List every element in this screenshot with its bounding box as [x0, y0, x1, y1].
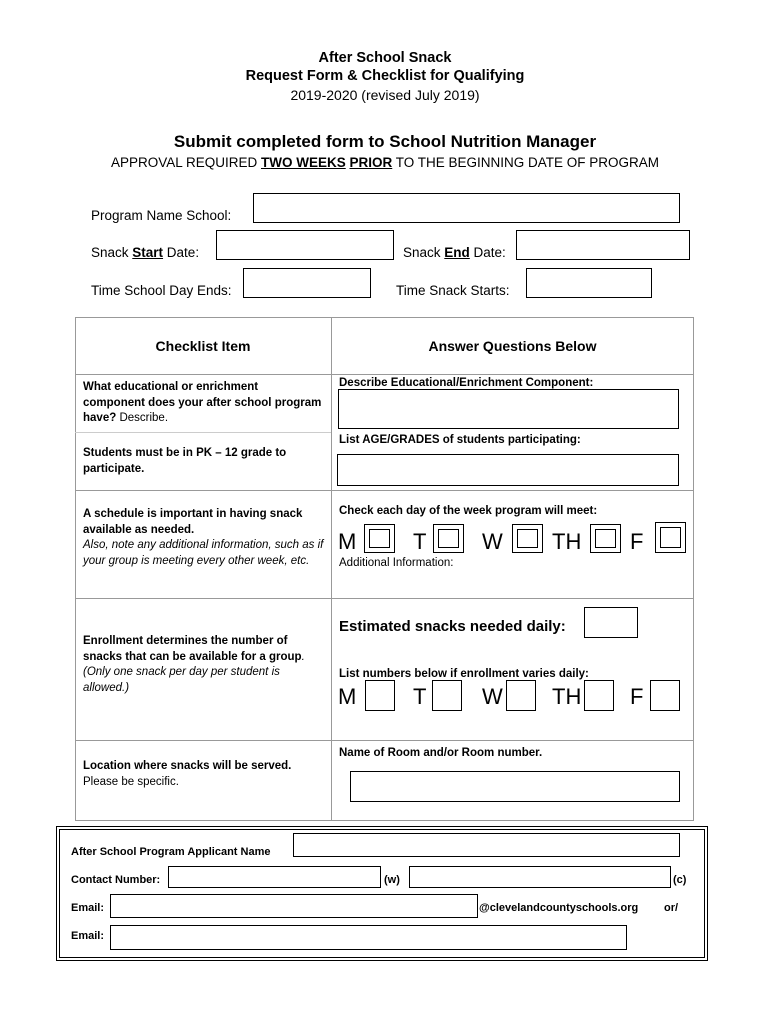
row4-question: Enrollment determines the number of snacks that can be available for a group. (Only one snack per day per student is allowed.) — [83, 635, 305, 694]
form-subtitle: Request Form & Checklist for Qualifying — [245, 68, 525, 84]
day-label-m: M — [338, 529, 357, 554]
program-name-label: Program Name School: — [91, 208, 232, 223]
work-phone-field[interactable] — [168, 866, 381, 888]
two-weeks-text: TWO WEEKS — [260, 155, 346, 170]
email-label: Email: — [71, 902, 105, 914]
enroll-friday-field[interactable] — [650, 680, 680, 711]
checkbox-friday[interactable] — [655, 522, 686, 553]
enroll-label-t: T — [413, 684, 427, 709]
row1-answer-label: Describe Educational/Enrichment Component: — [339, 377, 594, 389]
enrichment-component-field[interactable] — [338, 389, 679, 429]
enrollment-varies-label: List numbers below if enrollment varies daily: — [339, 668, 589, 680]
row1-question: What educational or enrichment component does your after school program have? Describe. — [83, 381, 322, 424]
row2-answer-label: List AGE/GRADES of students participating: — [339, 434, 581, 446]
alternate-email-field[interactable] — [110, 925, 627, 950]
program-name-field[interactable] — [253, 193, 680, 223]
applicant-name-field[interactable] — [293, 833, 680, 857]
time-snack-starts-label: Time Snack Starts: — [396, 283, 510, 298]
row5-question: Location where snacks will be served. Please be specific. — [83, 760, 292, 788]
day-label-th: TH — [552, 529, 582, 554]
time-day-ends-label: Time School Day Ends: — [91, 283, 232, 298]
contact-number-label: Contact Number: — [71, 874, 161, 886]
estimated-snacks-field[interactable] — [584, 607, 638, 638]
row3-answer-label: Check each day of the week program will meet: — [339, 505, 598, 517]
time-day-ends-field[interactable] — [243, 268, 371, 298]
enroll-label-f: F — [630, 684, 644, 709]
answer-header: Answer Questions Below — [428, 338, 597, 354]
email2-label: Email: — [71, 930, 105, 942]
applicant-name-label: After School Program Applicant Name — [71, 846, 271, 858]
snack-start-date-label: Snack Start Date: — [91, 245, 200, 260]
email-field[interactable] — [110, 894, 478, 918]
form-year: 2019-2020 (revised July 2019) — [290, 87, 480, 103]
row3-question: A schedule is important in having snack available as needed. Also, note any additional information, such as if your group is meeting every other week, etc. — [83, 508, 324, 567]
day-label-w: W — [482, 529, 503, 554]
enroll-tuesday-field[interactable] — [432, 680, 462, 711]
enroll-wednesday-field[interactable] — [506, 680, 536, 711]
additional-info-label: Additional Information: — [339, 557, 454, 569]
prior-text: PRIOR — [349, 155, 393, 170]
checklist-item-header: Checklist Item — [155, 338, 251, 354]
room-number-field[interactable] — [350, 771, 680, 802]
time-snack-starts-field[interactable] — [526, 268, 652, 298]
form-title: After School Snack — [318, 50, 452, 66]
enroll-monday-field[interactable] — [365, 680, 395, 711]
snack-end-date-field[interactable] — [516, 230, 690, 260]
column-divider — [331, 317, 332, 821]
day-label-t: T — [413, 529, 427, 554]
estimated-snacks-label: Estimated snacks needed daily: — [339, 618, 566, 635]
row2-question: Students must be in PK – 12 grade to participate. — [83, 447, 287, 475]
work-label: (w) — [384, 874, 400, 886]
enroll-thursday-field[interactable] — [584, 680, 614, 711]
submit-instruction: Submit completed form to School Nutrition Manager — [173, 132, 597, 151]
day-label-f: F — [630, 529, 644, 554]
approval-notice: APPROVAL REQUIRED TWO WEEKS PRIOR TO THE BEGINNING DATE OF PROGRAM — [110, 155, 660, 170]
enroll-label-m: M — [338, 684, 357, 709]
checkbox-thursday[interactable] — [590, 524, 621, 553]
enroll-label-w: W — [482, 684, 503, 709]
snack-start-date-field[interactable] — [216, 230, 394, 260]
cell-label: (c) — [673, 874, 687, 886]
checkbox-monday[interactable] — [364, 524, 395, 553]
age-grades-field[interactable] — [337, 454, 679, 486]
checkbox-tuesday[interactable] — [433, 524, 464, 553]
or-label: or/ — [664, 902, 679, 914]
enroll-label-th: TH — [552, 684, 582, 709]
snack-end-date-label: Snack End Date: — [403, 245, 506, 260]
email-domain: @clevelandcountyschools.org — [479, 902, 639, 914]
row5-answer-label: Name of Room and/or Room number. — [339, 747, 543, 759]
checkbox-wednesday[interactable] — [512, 524, 543, 553]
cell-phone-field[interactable] — [409, 866, 671, 888]
